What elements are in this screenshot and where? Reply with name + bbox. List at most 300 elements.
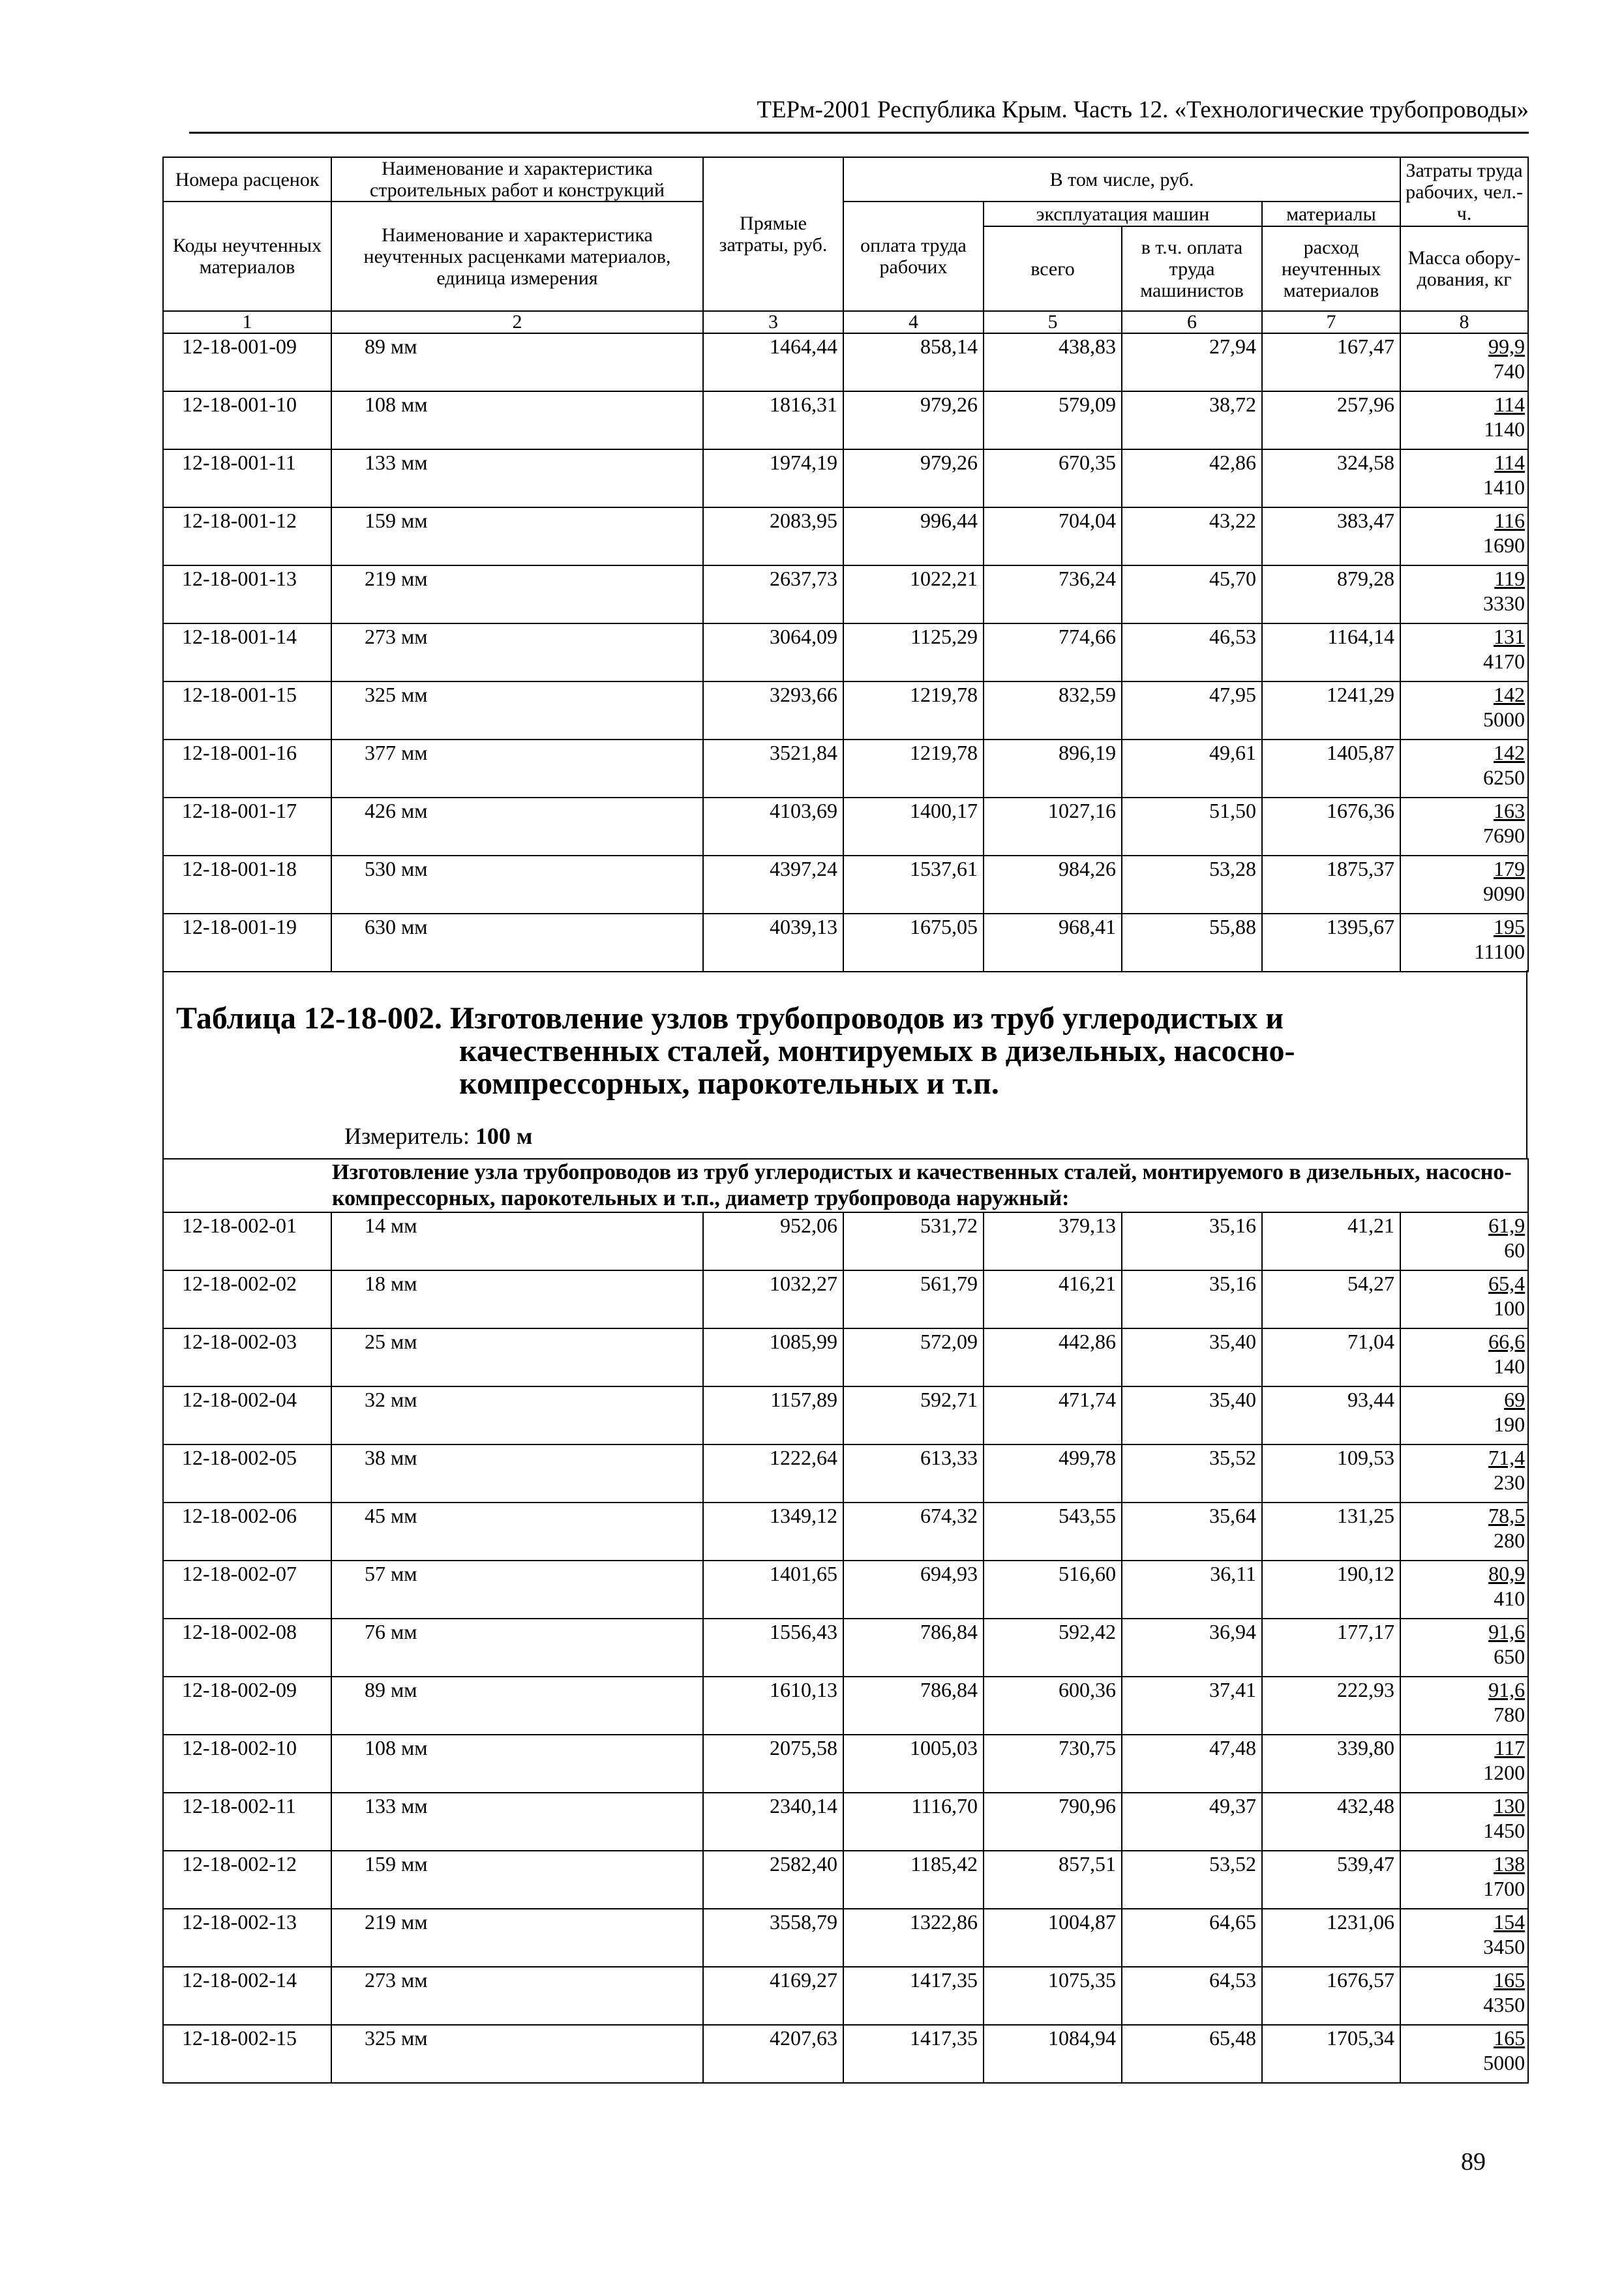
work-name: 159 мм (331, 507, 703, 565)
work-name: 133 мм (331, 449, 703, 507)
materials-cost: 1676,36 (1262, 798, 1400, 856)
labor-pay: 1675,05 (843, 914, 984, 972)
labor-pay: 613,33 (843, 1444, 984, 1503)
machines-total: 543,55 (984, 1503, 1122, 1561)
labor-pay: 1022,21 (843, 565, 984, 623)
rates-table-001-body (163, 333, 1528, 972)
labor-hours: 131 (1494, 625, 1526, 648)
labor-pay: 996,44 (843, 507, 984, 565)
materials-cost: 1676,57 (1262, 1967, 1400, 2025)
work-name: 159 мм (331, 1851, 703, 1909)
labor-pay: 1537,61 (843, 856, 984, 914)
materials-cost: 54,27 (1262, 1270, 1400, 1328)
materials-cost: 71,04 (1262, 1328, 1400, 1386)
work-name: 325 мм (331, 681, 703, 740)
materials-cost: 432,48 (1262, 1793, 1400, 1851)
rate-code: 12-18-002-07 (163, 1561, 331, 1619)
rate-code: 12-18-002-15 (163, 2025, 331, 2083)
rate-code: 12-18-001-14 (163, 623, 331, 681)
direct-costs: 1157,89 (703, 1386, 843, 1444)
machines-total: 592,42 (984, 1619, 1122, 1677)
equipment-mass: 4170 (1483, 650, 1526, 673)
header-operators-pay: в т.ч. оплата труда машинистов (1122, 226, 1262, 311)
materials-cost: 257,96 (1262, 391, 1400, 449)
column-number: 4 (843, 311, 984, 333)
rate-code: 12-18-002-02 (163, 1270, 331, 1328)
table-row (163, 1328, 1528, 1386)
labor-hours: 71,4 (1488, 1446, 1526, 1469)
work-name: 426 мм (331, 798, 703, 856)
labor-pay: 1219,78 (843, 740, 984, 798)
machines-total: 471,74 (984, 1386, 1122, 1444)
operators-pay: 35,40 (1122, 1328, 1262, 1386)
equipment-mass: 410 (1494, 1587, 1526, 1610)
table-row (163, 1386, 1528, 1444)
table-row (163, 1503, 1528, 1561)
operators-pay: 35,40 (1122, 1386, 1262, 1444)
labor-hours: 65,4 (1488, 1272, 1526, 1295)
materials-cost: 1231,06 (1262, 1909, 1400, 1967)
materials-cost: 539,47 (1262, 1851, 1400, 1909)
operators-pay: 64,53 (1122, 1967, 1262, 2025)
table-row (163, 333, 1528, 391)
machines-total: 499,78 (984, 1444, 1122, 1503)
labor-hours-and-mass (1400, 1386, 1528, 1444)
labor-pay: 674,32 (843, 1503, 984, 1561)
direct-costs: 3558,79 (703, 1909, 843, 1967)
table-row (163, 1212, 1528, 1270)
materials-cost: 339,80 (1262, 1735, 1400, 1793)
equipment-mass: 140 (1494, 1354, 1526, 1378)
equipment-mass: 650 (1494, 1645, 1526, 1668)
operators-pay: 47,95 (1122, 681, 1262, 740)
operators-pay: 35,64 (1122, 1503, 1262, 1561)
direct-costs: 1974,19 (703, 449, 843, 507)
labor-hours-and-mass (1400, 623, 1528, 681)
equipment-mass: 6250 (1483, 766, 1526, 789)
table-002-title (176, 1002, 1507, 1100)
equipment-mass: 3330 (1483, 591, 1526, 615)
labor-hours-and-mass (1400, 1677, 1528, 1735)
equipment-mass: 5000 (1483, 708, 1526, 731)
table-002-title-line: Таблица 12-18-002. Изготовление узлов трубопроводов из труб углеродистых и (176, 1001, 1284, 1036)
header-direct-costs: Прямые затраты, руб. (703, 157, 843, 311)
materials-cost: 324,58 (1262, 449, 1400, 507)
direct-costs: 1349,12 (703, 1503, 843, 1561)
direct-costs: 1610,13 (703, 1677, 843, 1735)
table-row (163, 1561, 1528, 1619)
materials-cost: 93,44 (1262, 1386, 1400, 1444)
work-name: 273 мм (331, 1967, 703, 2025)
table-row (163, 507, 1528, 565)
labor-hours: 80,9 (1488, 1562, 1526, 1585)
operators-pay: 53,28 (1122, 856, 1262, 914)
measure-unit (344, 1122, 532, 1150)
rate-code: 12-18-001-11 (163, 449, 331, 507)
operators-pay: 47,48 (1122, 1735, 1262, 1793)
materials-cost: 1395,67 (1262, 914, 1400, 972)
labor-hours-and-mass (1400, 1909, 1528, 1967)
labor-hours: 116 (1494, 509, 1526, 532)
machines-total: 704,04 (984, 507, 1122, 565)
work-name: 133 мм (331, 1793, 703, 1851)
direct-costs: 4207,63 (703, 2025, 843, 2083)
rate-code: 12-18-002-01 (163, 1212, 331, 1270)
table-row (163, 2025, 1528, 2083)
rate-code: 12-18-002-03 (163, 1328, 331, 1386)
machines-total: 1075,35 (984, 1967, 1122, 2025)
labor-hours: 91,6 (1488, 1678, 1526, 1701)
column-number: 3 (703, 311, 843, 333)
machines-total: 516,60 (984, 1561, 1122, 1619)
labor-hours: 165 (1494, 2026, 1526, 2050)
labor-hours-and-mass (1400, 1851, 1528, 1909)
operators-pay: 35,16 (1122, 1212, 1262, 1270)
rate-code: 12-18-002-10 (163, 1735, 331, 1793)
table-row (163, 1270, 1528, 1328)
machines-total: 857,51 (984, 1851, 1122, 1909)
labor-hours-and-mass (1400, 1503, 1528, 1561)
column-number: 1 (163, 311, 331, 333)
operators-pay: 38,72 (1122, 391, 1262, 449)
equipment-mass: 100 (1494, 1296, 1526, 1320)
table-row (163, 1967, 1528, 2025)
machines-total: 379,13 (984, 1212, 1122, 1270)
machines-total: 438,83 (984, 333, 1122, 391)
table-row (163, 565, 1528, 623)
labor-pay: 1005,03 (843, 1735, 984, 1793)
equipment-mass: 5000 (1483, 2051, 1526, 2074)
equipment-mass: 1690 (1483, 533, 1526, 557)
labor-hours: 119 (1494, 567, 1526, 590)
work-name: 25 мм (331, 1328, 703, 1386)
direct-costs: 1464,44 (703, 333, 843, 391)
direct-costs: 2582,40 (703, 1851, 843, 1909)
labor-pay: 858,14 (843, 333, 984, 391)
labor-pay: 1417,35 (843, 1967, 984, 2025)
rate-code: 12-18-002-08 (163, 1619, 331, 1677)
header-rule (189, 132, 1529, 134)
header-labor-costs: Затраты труда рабочих, чел.-ч. (1400, 157, 1528, 226)
work-name: 377 мм (331, 740, 703, 798)
work-name: 325 мм (331, 2025, 703, 2083)
materials-cost: 1164,14 (1262, 623, 1400, 681)
labor-pay: 786,84 (843, 1619, 984, 1677)
materials-cost: 879,28 (1262, 565, 1400, 623)
direct-costs: 3293,66 (703, 681, 843, 740)
labor-pay: 786,84 (843, 1677, 984, 1735)
rate-code: 12-18-001-19 (163, 914, 331, 972)
rates-table-001 (162, 157, 1529, 972)
labor-hours-and-mass (1400, 333, 1528, 391)
direct-costs: 2340,14 (703, 1793, 843, 1851)
equipment-mass: 1700 (1483, 1877, 1526, 1900)
operators-pay: 36,94 (1122, 1619, 1262, 1677)
equipment-mass: 60 (1504, 1238, 1526, 1262)
rates-table-002-body (163, 1159, 1528, 2083)
rate-code: 12-18-001-10 (163, 391, 331, 449)
work-name: 219 мм (331, 565, 703, 623)
direct-costs: 1816,31 (703, 391, 843, 449)
header-including: В том числе, руб. (843, 157, 1400, 202)
direct-costs: 1222,64 (703, 1444, 843, 1503)
labor-hours-and-mass (1400, 1735, 1528, 1793)
equipment-mass: 4350 (1483, 1993, 1526, 2016)
machines-total: 579,09 (984, 391, 1122, 449)
header-rate-numbers: Номера расценок (163, 157, 331, 202)
labor-hours-and-mass (1400, 1561, 1528, 1619)
work-name: 630 мм (331, 914, 703, 972)
labor-pay: 694,93 (843, 1561, 984, 1619)
materials-cost: 41,21 (1262, 1212, 1400, 1270)
table-row (163, 1851, 1528, 1909)
table-row (163, 391, 1528, 449)
equipment-mass: 7690 (1483, 824, 1526, 847)
labor-hours: 91,6 (1488, 1620, 1526, 1643)
equipment-mass: 740 (1494, 359, 1526, 383)
work-name: 108 мм (331, 1735, 703, 1793)
labor-hours-and-mass (1400, 1967, 1528, 2025)
operators-pay: 49,37 (1122, 1793, 1262, 1851)
machines-total: 670,35 (984, 449, 1122, 507)
equipment-mass: 190 (1494, 1413, 1526, 1436)
table-row (163, 623, 1528, 681)
table-row (163, 914, 1528, 972)
equipment-mass: 280 (1494, 1529, 1526, 1552)
header-equipment-mass: Масса обору-дования, кг (1400, 226, 1528, 311)
materials-cost: 1875,37 (1262, 856, 1400, 914)
operators-pay: 36,11 (1122, 1561, 1262, 1619)
rate-code: 12-18-002-12 (163, 1851, 331, 1909)
table-row (163, 681, 1528, 740)
labor-hours-and-mass (1400, 856, 1528, 914)
work-name: 89 мм (331, 333, 703, 391)
operators-pay: 35,16 (1122, 1270, 1262, 1328)
machines-total: 1027,16 (984, 798, 1122, 856)
equipment-mass: 1450 (1483, 1819, 1526, 1842)
rate-code: 12-18-002-13 (163, 1909, 331, 1967)
column-number: 8 (1400, 311, 1528, 333)
labor-hours: 179 (1494, 857, 1526, 880)
rate-code: 12-18-001-15 (163, 681, 331, 740)
direct-costs: 4039,13 (703, 914, 843, 972)
table-002-title-line: компрессорных, парокотельных и т.п. (459, 1066, 999, 1101)
rate-code: 12-18-001-12 (163, 507, 331, 565)
rate-code: 12-18-002-09 (163, 1677, 331, 1735)
work-name: 57 мм (331, 1561, 703, 1619)
direct-costs: 2637,73 (703, 565, 843, 623)
labor-pay: 1219,78 (843, 681, 984, 740)
machines-total: 984,26 (984, 856, 1122, 914)
table-row (163, 1619, 1528, 1677)
materials-cost: 222,93 (1262, 1677, 1400, 1735)
work-name: 76 мм (331, 1619, 703, 1677)
operators-pay: 49,61 (1122, 740, 1262, 798)
labor-pay: 592,71 (843, 1386, 984, 1444)
direct-costs: 952,06 (703, 1212, 843, 1270)
rate-code: 12-18-002-04 (163, 1386, 331, 1444)
machines-total: 832,59 (984, 681, 1122, 740)
work-name: 45 мм (331, 1503, 703, 1561)
table-row (163, 449, 1528, 507)
labor-pay: 531,72 (843, 1212, 984, 1270)
labor-pay: 561,79 (843, 1270, 984, 1328)
labor-hours-and-mass (1400, 391, 1528, 449)
labor-pay: 1417,35 (843, 2025, 984, 2083)
labor-hours: 142 (1494, 683, 1526, 706)
materials-cost: 131,25 (1262, 1503, 1400, 1561)
direct-costs: 3521,84 (703, 740, 843, 798)
table-row (163, 1909, 1528, 1967)
machines-total: 896,19 (984, 740, 1122, 798)
labor-hours-and-mass (1400, 914, 1528, 972)
labor-hours-and-mass (1400, 1619, 1528, 1677)
operators-pay: 43,22 (1122, 507, 1262, 565)
labor-hours: 78,5 (1488, 1504, 1526, 1527)
table-002-title-line: качественных сталей, монтируемых в дизельных, насосно- (459, 1034, 1295, 1068)
table-row (163, 740, 1528, 798)
labor-pay: 979,26 (843, 391, 984, 449)
direct-costs: 1032,27 (703, 1270, 843, 1328)
header-material-consumption: расход неучтенных материалов (1262, 226, 1400, 311)
equipment-mass: 780 (1494, 1703, 1526, 1726)
column-number: 2 (331, 311, 703, 333)
table-row (163, 1677, 1528, 1735)
rate-code: 12-18-001-17 (163, 798, 331, 856)
labor-hours: 66,6 (1488, 1330, 1526, 1353)
rate-code: 12-18-001-13 (163, 565, 331, 623)
header-materials: материалы (1262, 202, 1400, 226)
table-row (163, 798, 1528, 856)
operators-pay: 53,52 (1122, 1851, 1262, 1909)
operators-pay: 35,52 (1122, 1444, 1262, 1503)
labor-pay: 979,26 (843, 449, 984, 507)
materials-cost: 109,53 (1262, 1444, 1400, 1503)
labor-hours-and-mass (1400, 507, 1528, 565)
labor-hours-and-mass (1400, 681, 1528, 740)
labor-hours-and-mass (1400, 449, 1528, 507)
direct-costs: 1556,43 (703, 1619, 843, 1677)
machines-total: 600,36 (984, 1677, 1122, 1735)
labor-pay: 1185,42 (843, 1851, 984, 1909)
machines-total: 968,41 (984, 914, 1122, 972)
machines-total: 774,66 (984, 623, 1122, 681)
machines-total: 416,21 (984, 1270, 1122, 1328)
table-row (163, 1735, 1528, 1793)
measure-value: 100 м (475, 1123, 533, 1149)
table-row (163, 1793, 1528, 1851)
materials-cost: 177,17 (1262, 1619, 1400, 1677)
materials-cost: 167,47 (1262, 333, 1400, 391)
equipment-mass: 11100 (1474, 940, 1526, 963)
machines-total: 736,24 (984, 565, 1122, 623)
labor-hours-and-mass (1400, 740, 1528, 798)
labor-hours: 142 (1494, 741, 1526, 764)
operators-pay: 45,70 (1122, 565, 1262, 623)
operators-pay: 37,41 (1122, 1677, 1262, 1735)
rate-code: 12-18-002-05 (163, 1444, 331, 1503)
table-row (163, 856, 1528, 914)
materials-cost: 1705,34 (1262, 2025, 1400, 2083)
materials-cost: 1241,29 (1262, 681, 1400, 740)
labor-hours-and-mass (1400, 1212, 1528, 1270)
equipment-mass: 9090 (1483, 882, 1526, 905)
machines-total: 1004,87 (984, 1909, 1122, 1967)
machines-total: 730,75 (984, 1735, 1122, 1793)
work-name: 108 мм (331, 391, 703, 449)
work-name: 38 мм (331, 1444, 703, 1503)
equipment-mass: 1140 (1484, 417, 1526, 441)
labor-hours-and-mass (1400, 2025, 1528, 2083)
machines-total: 442,86 (984, 1328, 1122, 1386)
column-number: 7 (1262, 311, 1400, 333)
labor-hours-and-mass (1400, 1328, 1528, 1386)
operators-pay: 27,94 (1122, 333, 1262, 391)
labor-hours: 130 (1494, 1794, 1526, 1818)
rate-code: 12-18-001-09 (163, 333, 331, 391)
operators-pay: 51,50 (1122, 798, 1262, 856)
header-machines-total: всего (984, 226, 1122, 311)
rate-code: 12-18-002-14 (163, 1967, 331, 2025)
direct-costs: 1401,65 (703, 1561, 843, 1619)
work-name: 273 мм (331, 623, 703, 681)
labor-hours: 114 (1494, 393, 1526, 416)
equipment-mass: 230 (1494, 1471, 1526, 1494)
labor-hours: 61,9 (1488, 1214, 1526, 1237)
labor-pay: 1116,70 (843, 1793, 984, 1851)
operators-pay: 65,48 (1122, 2025, 1262, 2083)
direct-costs: 1085,99 (703, 1328, 843, 1386)
header-labor-pay: оплата труда рабочих (843, 202, 984, 311)
materials-cost: 1405,87 (1262, 740, 1400, 798)
work-name: 18 мм (331, 1270, 703, 1328)
labor-hours-and-mass (1400, 1793, 1528, 1851)
running-header: ТЕРм-2001 Республика Крым. Часть 12. «Технологические трубопроводы» (757, 97, 1529, 123)
work-name: 219 мм (331, 1909, 703, 1967)
direct-costs: 4169,27 (703, 1967, 843, 2025)
labor-hours: 138 (1494, 1852, 1526, 1876)
rates-table-002 (162, 1158, 1529, 2084)
column-number: 5 (984, 311, 1122, 333)
equipment-mass: 1410 (1483, 475, 1526, 499)
labor-hours-and-mass (1400, 565, 1528, 623)
header-work-name: Наименование и характеристика строительных работ и конструкций (331, 157, 703, 202)
labor-hours: 114 (1494, 451, 1526, 474)
header-machines: эксплуатация машин (984, 202, 1262, 226)
operators-pay: 42,86 (1122, 449, 1262, 507)
rate-code: 12-18-002-11 (163, 1793, 331, 1851)
labor-pay: 572,09 (843, 1328, 984, 1386)
header-material-name: Наименование и характеристика неучтенных расценками материалов, единица измерения (331, 202, 703, 311)
rate-code: 12-18-001-16 (163, 740, 331, 798)
rate-code: 12-18-002-06 (163, 1503, 331, 1561)
labor-hours: 117 (1494, 1736, 1526, 1759)
operators-pay: 55,88 (1122, 914, 1262, 972)
labor-hours-and-mass (1400, 1270, 1528, 1328)
equipment-mass: 1200 (1483, 1761, 1526, 1784)
machines-total: 1084,94 (984, 2025, 1122, 2083)
operators-pay: 46,53 (1122, 623, 1262, 681)
labor-hours: 163 (1494, 799, 1526, 822)
labor-pay: 1400,17 (843, 798, 984, 856)
labor-hours: 69 (1504, 1388, 1526, 1411)
page-number: 89 (1461, 2148, 1486, 2176)
work-name: 14 мм (331, 1212, 703, 1270)
work-name: 530 мм (331, 856, 703, 914)
materials-cost: 383,47 (1262, 507, 1400, 565)
labor-hours: 154 (1494, 1910, 1526, 1934)
labor-pay: 1322,86 (843, 1909, 984, 1967)
